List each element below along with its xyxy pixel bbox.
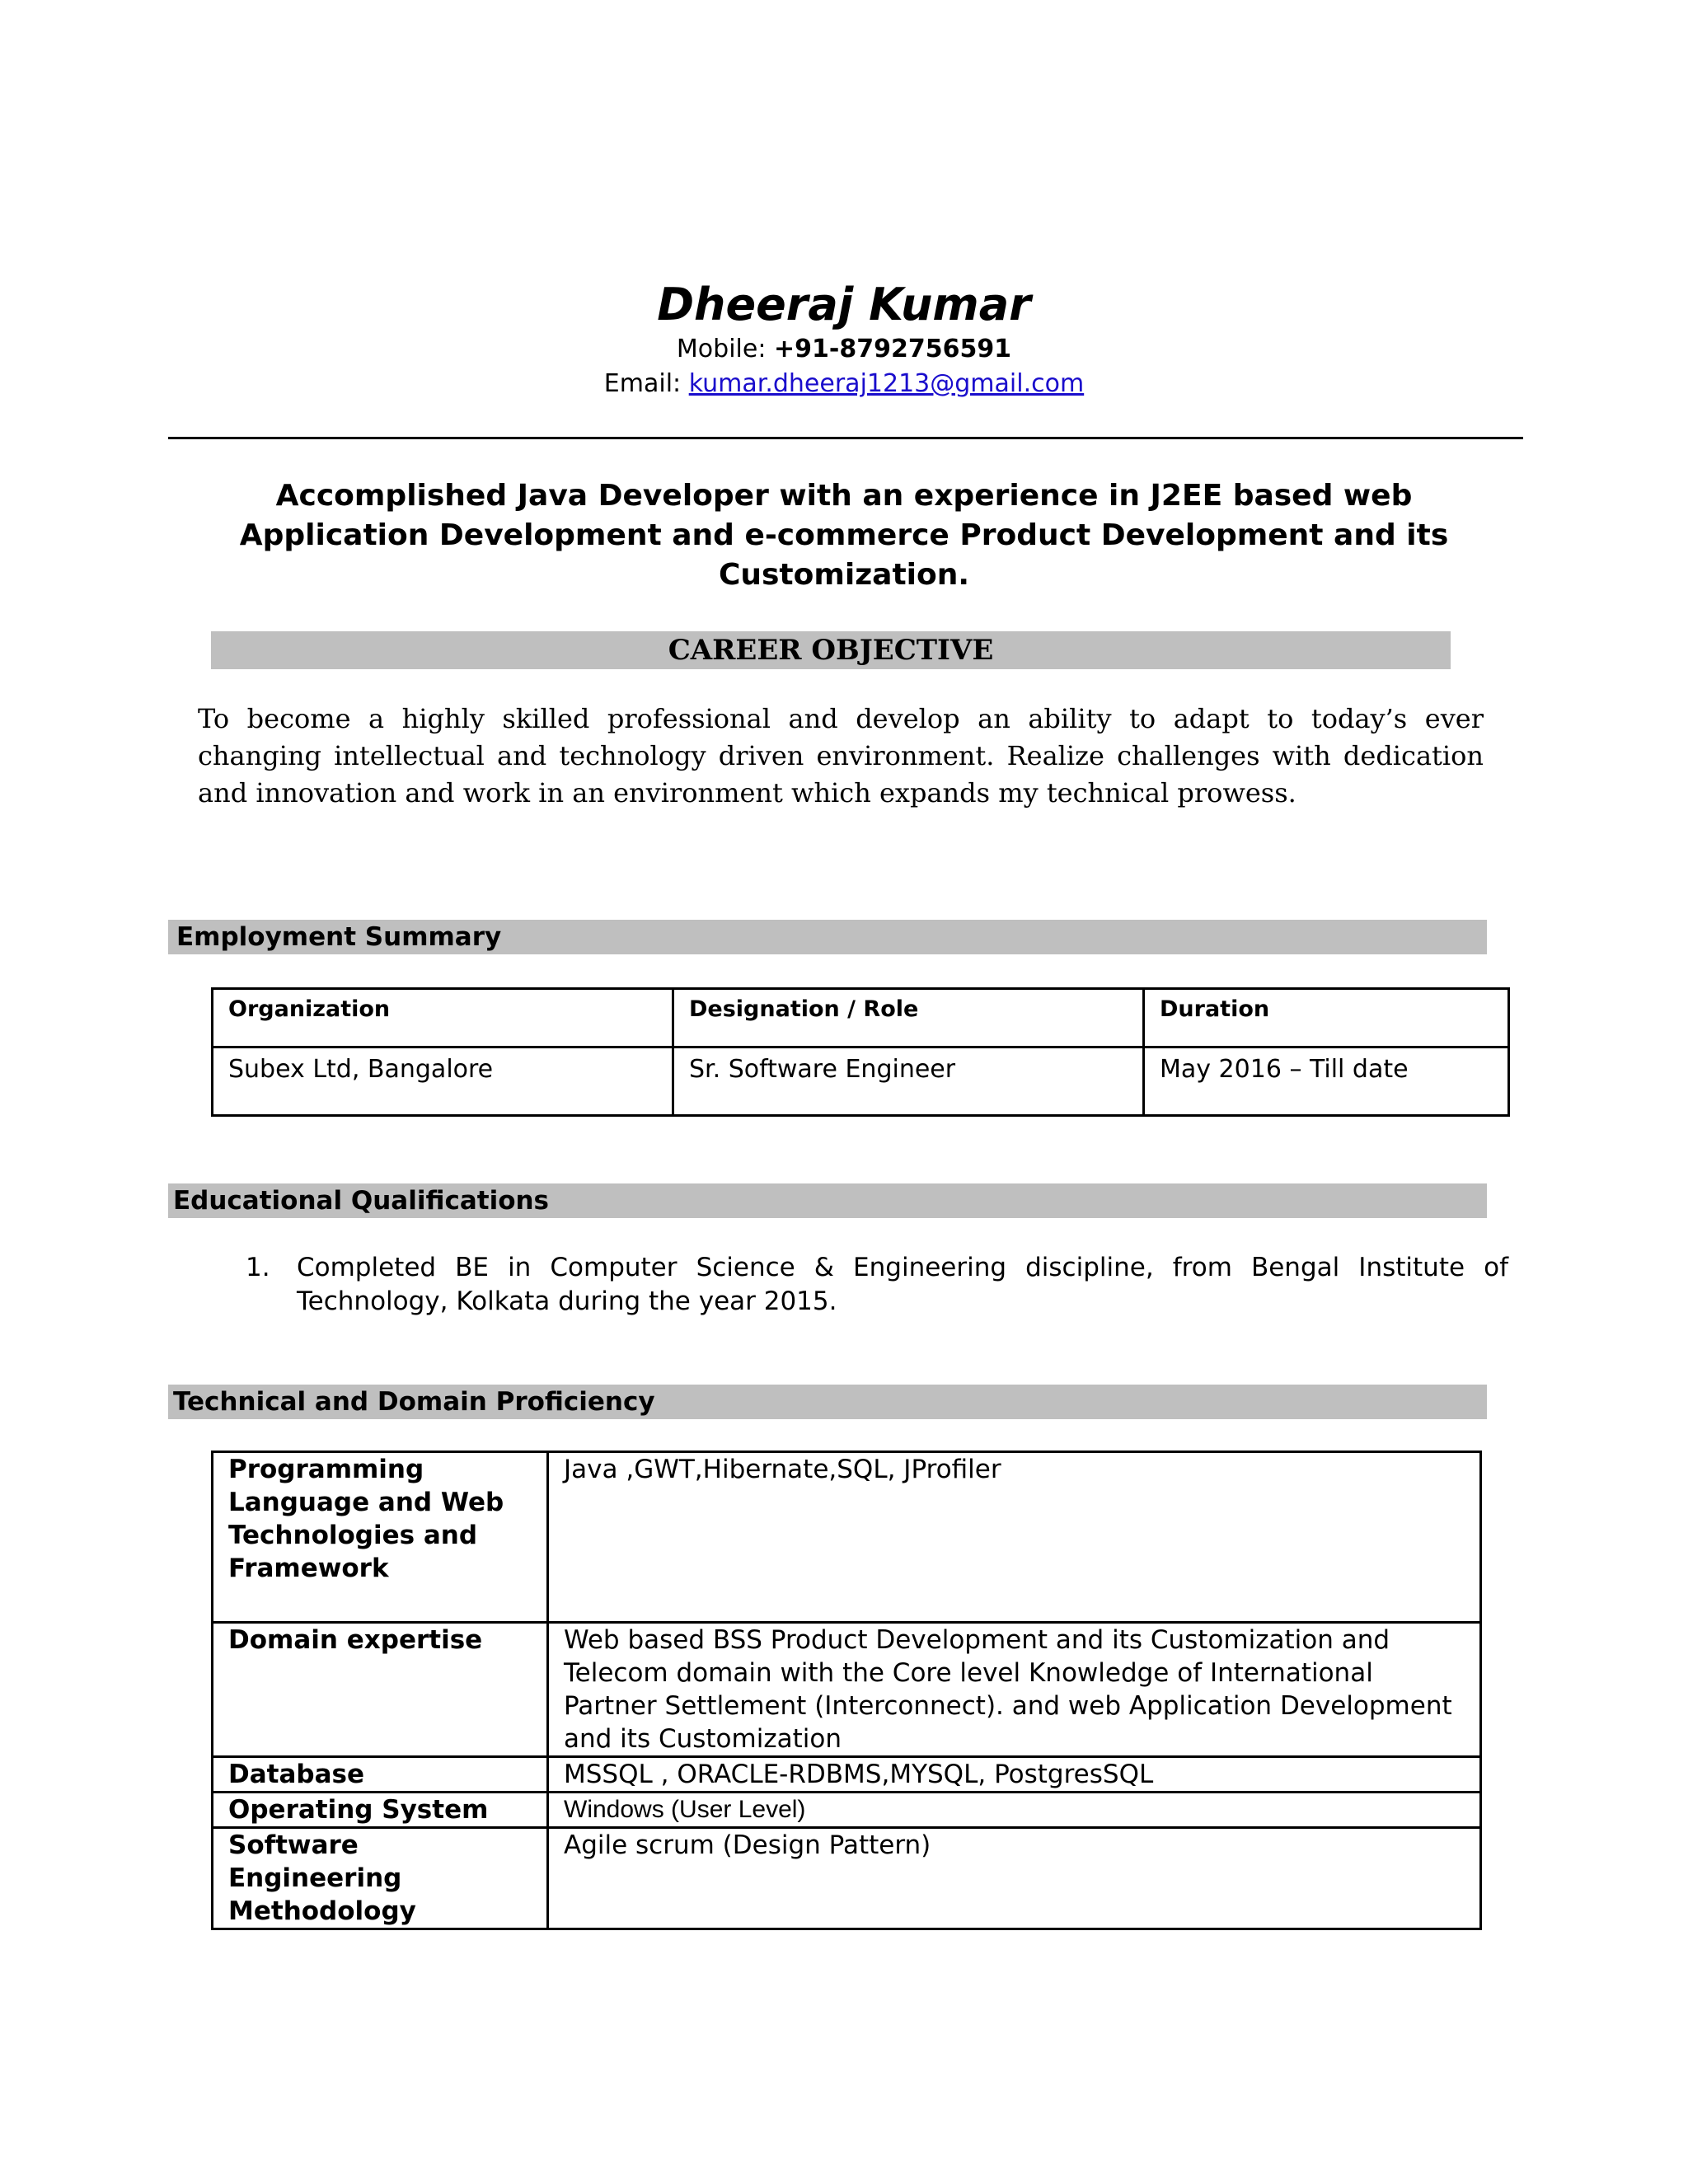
career-objective-text: To become a highly skilled professional and develop an ability to adapt to today’s ever changing intellectual and technology driven environment. Realize challenges with dedication and innovation and work in an environment which expands my technical prowess. [198, 703, 1484, 808]
mobile-value: +91-8792756591 [773, 335, 1012, 363]
header-divider [168, 437, 1523, 439]
employment-organization: Subex Ltd, Bangalore [213, 1047, 673, 1116]
employment-duration: May 2016 – Till date [1144, 1047, 1509, 1116]
skill-value: Agile scrum (Design Pattern) [548, 1828, 1481, 1929]
header-duration: Duration [1144, 989, 1509, 1047]
employment-table [211, 987, 1510, 1117]
mobile-line [0, 335, 1688, 363]
career-objective-heading: CAREER OBJECTIVE [211, 631, 1451, 669]
education-title: Educational Qualifications [173, 1186, 550, 1216]
employment-summary-title: Employment Summary [176, 922, 502, 952]
table-row [213, 1452, 1481, 1623]
candidate-name: Dheeraj Kumar [657, 279, 1031, 330]
technical-proficiency-title: Technical and Domain Proficiency [173, 1387, 655, 1417]
employment-designation: Sr. Software Engineer [673, 1047, 1144, 1116]
skill-label: Domain expertise [213, 1623, 548, 1757]
education-heading [168, 1183, 1487, 1218]
email-line [0, 369, 1688, 398]
employment-table-header [213, 989, 1509, 1047]
skill-label: Programming Language and Web Technologies and Framework [213, 1452, 548, 1623]
email-label: Email: [603, 369, 682, 398]
employment-summary-heading [168, 920, 1487, 954]
skill-label: Operating System [213, 1793, 548, 1828]
technical-proficiency-table [211, 1451, 1482, 1930]
skill-value: MSSQL , ORACLE-RDBMS,MYSQL, PostgresSQL [548, 1757, 1481, 1793]
list-item-text: Completed BE in Computer Science & Engineering discipline, from Bengal Institute of Technology, Kolkata during the year 2015. [297, 1253, 1508, 1316]
technical-proficiency-heading [168, 1385, 1487, 1419]
mobile-label: Mobile: [676, 335, 767, 363]
skill-label: Software Engineering Methodology [213, 1828, 548, 1929]
table-row [213, 1828, 1481, 1929]
email-link[interactable]: kumar.dheeraj1213@gmail.com [688, 369, 1085, 398]
skill-label: Database [213, 1757, 548, 1793]
education-list [246, 1251, 1508, 1319]
table-row [213, 1047, 1509, 1116]
profile-tagline: Accomplished Java Developer with an experience in J2EE based web Application Development and e-commerce Product Development and its Customization. [239, 479, 1449, 592]
table-row [213, 1793, 1481, 1828]
list-item [246, 1251, 1508, 1319]
table-row [213, 1623, 1481, 1757]
skill-value: Windows (User Level) [548, 1793, 1481, 1828]
skill-value: Web based BSS Product Development and its Customization and Telecom domain with the Core level Knowledge of International Partner Settlement (Interconnect). and web Application Development and its Customization [548, 1623, 1481, 1757]
header-organization: Organization [213, 989, 673, 1047]
header-designation: Designation / Role [673, 989, 1144, 1047]
skill-value: Java ,GWT,Hibernate,SQL, JProfiler [548, 1452, 1481, 1623]
table-row [213, 1757, 1481, 1793]
list-item-number: 1. [246, 1253, 270, 1282]
